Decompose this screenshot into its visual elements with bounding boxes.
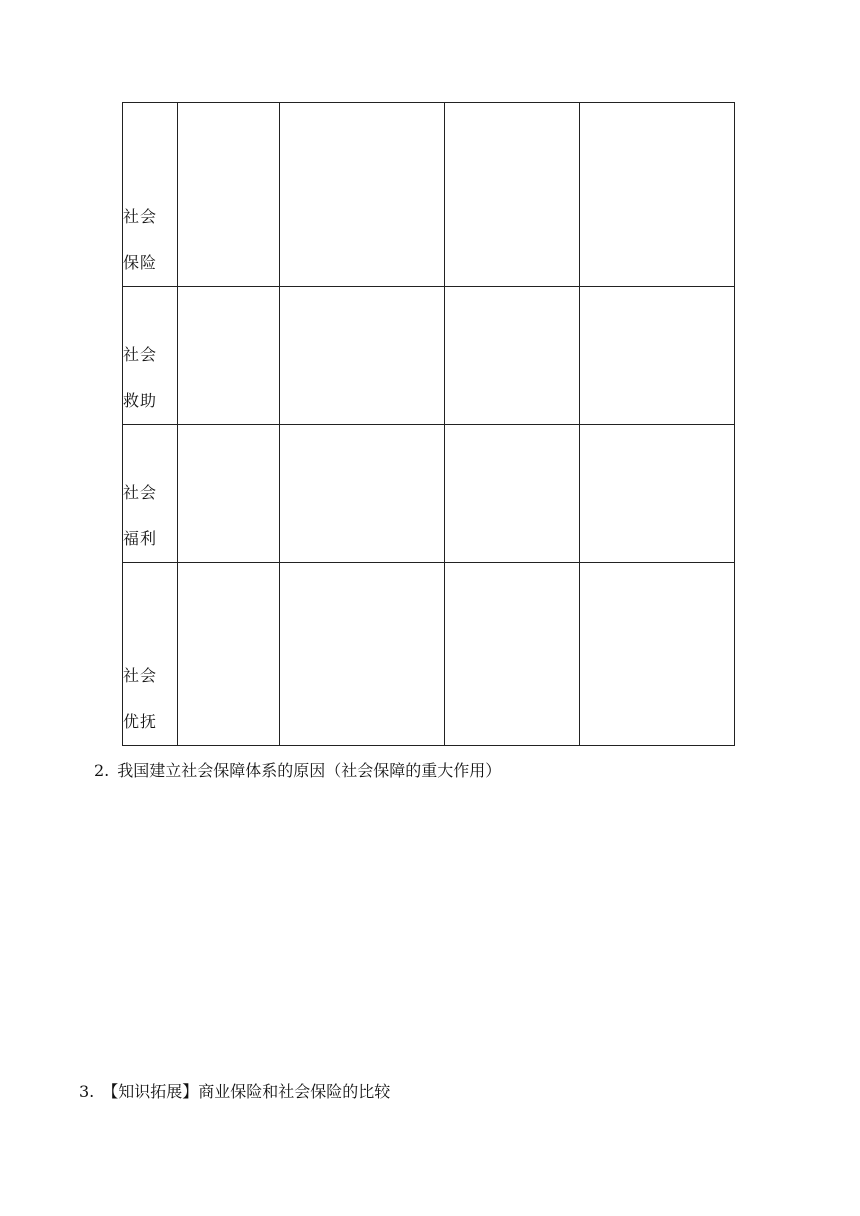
table-cell[interactable] xyxy=(580,425,735,563)
row-label-line2: 优抚 xyxy=(123,712,158,731)
table-row-social-welfare xyxy=(123,425,735,563)
table-grid xyxy=(122,102,735,746)
row-label xyxy=(123,563,178,746)
row-label-line1: 社会 xyxy=(123,345,158,364)
table-row-social-insurance xyxy=(123,103,735,287)
table-cell[interactable] xyxy=(445,287,580,425)
table-cell[interactable] xyxy=(580,103,735,287)
table-cell[interactable] xyxy=(580,287,735,425)
table-cell[interactable] xyxy=(280,103,445,287)
table-cell[interactable] xyxy=(280,287,445,425)
question-number: 3. xyxy=(79,1082,95,1101)
row-label-line2: 福利 xyxy=(123,529,158,548)
table-cell[interactable] xyxy=(445,563,580,746)
row-label xyxy=(123,287,178,425)
question-text: 【知识拓展】商业保险和社会保险的比较 xyxy=(102,1082,391,1101)
row-label-line2: 救助 xyxy=(123,391,158,410)
table-cell[interactable] xyxy=(580,563,735,746)
row-label-line1: 社会 xyxy=(123,666,158,685)
table-cell[interactable] xyxy=(178,287,280,425)
row-label-line1: 社会 xyxy=(123,483,158,502)
question-3 xyxy=(79,1079,390,1102)
row-label xyxy=(123,103,178,287)
question-number: 2. xyxy=(94,761,110,780)
question-2 xyxy=(94,758,501,781)
row-label xyxy=(123,425,178,563)
row-label-line1: 社会 xyxy=(123,207,158,226)
table-cell[interactable] xyxy=(178,425,280,563)
social-security-table xyxy=(122,102,735,746)
table-cell[interactable] xyxy=(280,425,445,563)
question-text: 我国建立社会保障体系的原因（社会保障的重大作用） xyxy=(117,761,502,780)
table-cell[interactable] xyxy=(178,563,280,746)
table-cell[interactable] xyxy=(445,103,580,287)
table-cell[interactable] xyxy=(178,103,280,287)
table-row-social-special-care xyxy=(123,563,735,746)
table-cell[interactable] xyxy=(445,425,580,563)
table-cell[interactable] xyxy=(280,563,445,746)
row-label-line2: 保险 xyxy=(123,253,158,272)
table-row-social-assistance xyxy=(123,287,735,425)
